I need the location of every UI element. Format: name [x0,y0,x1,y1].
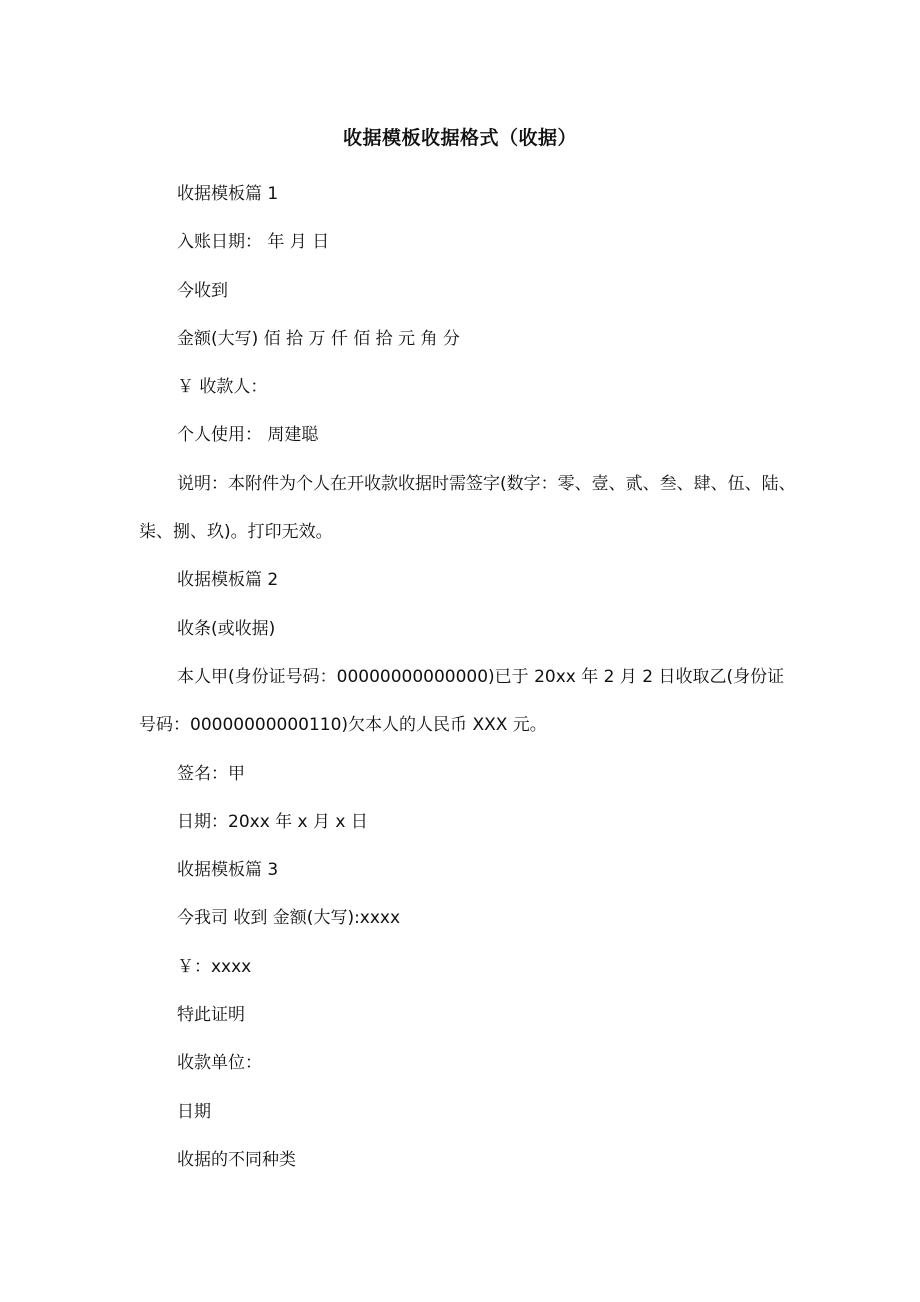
amount-uppercase-line: 金额(大写) 佰 拾 万 仟 佰 拾 元 角 分 [177,328,460,349]
date-label-line: 日期 [177,1101,211,1122]
payee-line: ￥ 收款人： [177,377,268,398]
receipt-statement-paragraph: 本人甲(身份证号码：00000000000000)已于 20xx 年 2 月 2 日收取乙(身份证号码：00000000000110)欠本人的人民币 XXX 元。 [139,666,785,736]
date-line: 日期：20xx 年 x 月 x 日 [177,811,368,832]
document-title: 收据模板收据格式（收据） [342,127,577,149]
company-received-line: 今我司 收到 金额(大写):xxxx [177,908,401,929]
certification-line: 特此证明 [177,1005,245,1026]
section-heading-2: 收据模板篇 2 [177,570,279,591]
receiving-unit-line: 收款单位： [177,1053,262,1074]
receipt-note-heading: 收条(或收据) [177,618,276,639]
section-heading-1: 收据模板篇 1 [177,184,279,204]
section-heading-3: 收据模板篇 3 [177,860,279,881]
personal-use-line: 个人使用： 周建聪 [177,425,319,446]
entry-date-line: 入账日期： 年 月 日 [177,232,330,253]
instruction-paragraph: 说明：本附件为个人在开收款收据时需签字(数字：零、壹、贰、叁、肆、伍、陆、柒、捌、玖)。打印无效。 [139,473,796,543]
signature-line: 签名：甲 [177,763,245,784]
document-body [139,170,799,1184]
receipt-types-heading: 收据的不同种类 [177,1149,296,1170]
received-from-line: 今收到 [177,280,228,301]
amount-figure-line: ￥：xxxx [177,956,252,977]
